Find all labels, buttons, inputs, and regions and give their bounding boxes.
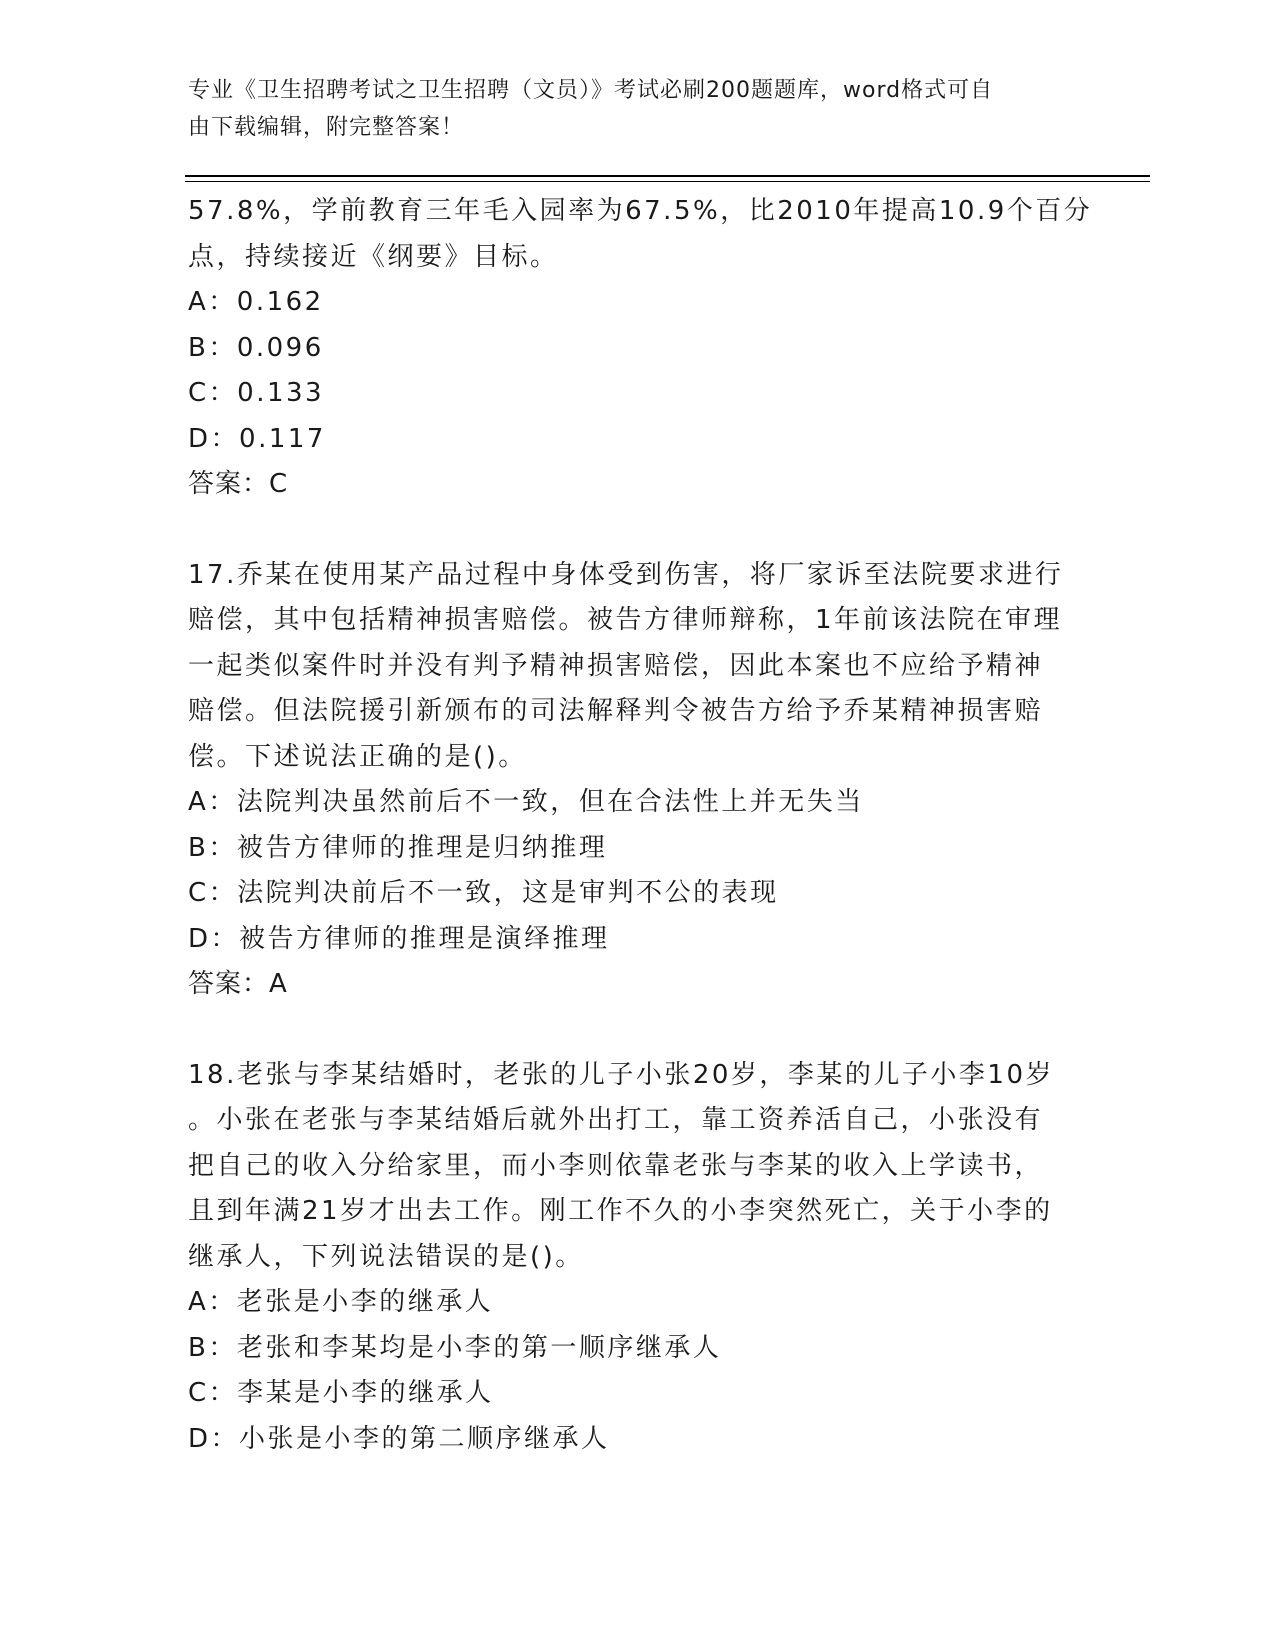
question-stem-line: 把自己的收入分给家里，而小李则依靠老张与李某的收入上学读书， [188, 1150, 1044, 1181]
question-17 [188, 553, 1088, 1008]
question-stem-line: 。小张在老张与李某结婚后就外出打工，靠工资养活自己，小张没有 [188, 1105, 1044, 1135]
option-a: A：法院判决虽然前后不一致，但在合法性上并无失当 [188, 787, 864, 817]
option-b: B：0.096 [188, 332, 324, 363]
question-18 [188, 1053, 1088, 1463]
option-d: D：小张是小李的第二顺序继承人 [188, 1423, 610, 1454]
option-b: B：老张和李某均是小李的第一顺序继承人 [188, 1332, 722, 1363]
answer-label: 答案：C [188, 469, 289, 499]
document-body [188, 189, 1093, 1462]
option-c: C：李某是小李的继承人 [188, 1378, 494, 1408]
option-b: B：被告方律师的推理是归纳推理 [188, 832, 608, 863]
header-rule-thick [185, 175, 1150, 177]
question-stem-line: 赔偿，其中包括精神损害赔偿。被告方律师辩称，1年前该法院在审理 [188, 605, 1063, 635]
question-stem-line: 继承人，下列说法错误的是()。 [188, 1241, 584, 1272]
option-c: C：法院判决前后不一致，这是审判不公的表现 [188, 878, 779, 908]
header-line-2: 由下载编辑，附完整答案！ [188, 115, 465, 140]
header-rule-thin [185, 181, 1150, 182]
question-stem-line: 17.乔某在使用某产品过程中身体受到伤害，将厂家诉至法院要求进行 [188, 559, 1064, 590]
option-c: C：0.133 [188, 378, 325, 408]
option-a: A：老张是小李的继承人 [188, 1287, 494, 1317]
question-stem-line: 57.8%，学前教育三年毛入园率为67.5%，比2010年提高10.9个百分 [188, 196, 1093, 226]
question-stem-line: 一起类似案件时并没有判予精神损害赔偿，因此本案也不应给予精神 [188, 650, 1044, 681]
option-a: A：0.162 [188, 287, 324, 317]
question-stem-line: 偿。下述说法正确的是()。 [188, 741, 527, 772]
option-d: D：被告方律师的推理是演绎推理 [188, 923, 610, 954]
question-16 [188, 189, 1093, 508]
answer-label: 答案：A [188, 969, 288, 999]
option-d: D：0.117 [188, 423, 326, 454]
question-stem-line: 赔偿。但法院援引新颁布的司法解释判令被告方给予乔某精神损害赔 [188, 696, 1044, 726]
question-stem-line: 且到年满21岁才出去工作。刚工作不久的小李突然死亡，关于小李的 [188, 1196, 1053, 1226]
document-header [188, 72, 1068, 146]
question-stem-line: 点，持续接近《纲要》目标。 [188, 241, 559, 272]
question-stem-line: 18.老张与李某结婚时，老张的儿子小张20岁，李某的儿子小李10岁 [188, 1059, 1055, 1090]
header-line-1: 专业《卫生招聘考试之卫生招聘（文员）》考试必刷200题题库，word格式可自 [188, 78, 994, 103]
